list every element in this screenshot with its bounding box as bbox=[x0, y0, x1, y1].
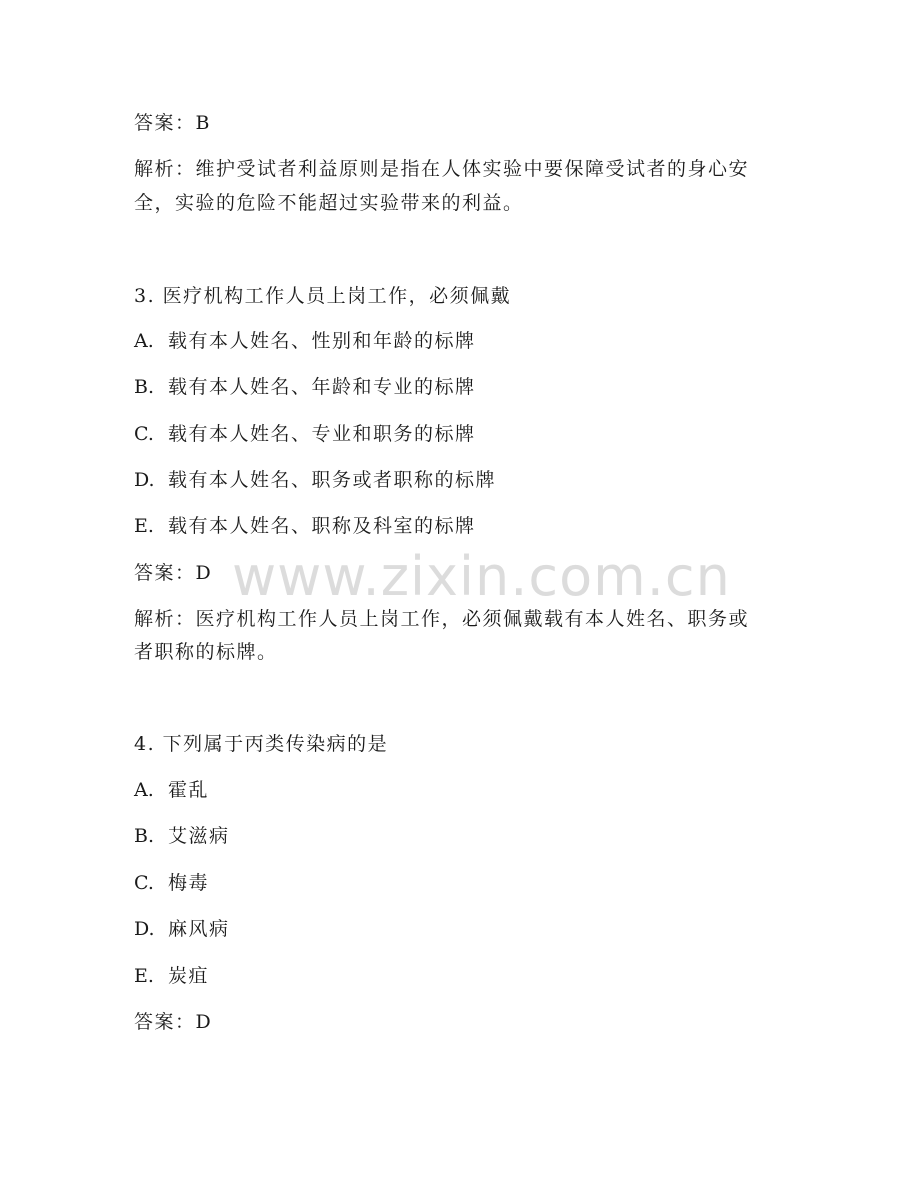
q3-analysis-line2: 者职称的标牌。 bbox=[134, 641, 278, 663]
q3-option-e bbox=[134, 514, 476, 538]
option-label: D. bbox=[134, 469, 155, 491]
q4-question: 4. 下列属于丙类传染病的是 bbox=[134, 733, 389, 755]
q4-option-b bbox=[134, 824, 230, 848]
q4-option-e bbox=[134, 964, 209, 988]
option-text: 载有本人姓名、职称及科室的标牌 bbox=[168, 515, 476, 537]
option-text: 载有本人姓名、年龄和专业的标牌 bbox=[168, 376, 476, 398]
q3-analysis-line1: 解析：医疗机构工作人员上岗工作，必须佩戴载有本人姓名、职务或 bbox=[134, 608, 750, 630]
q3-option-b bbox=[134, 375, 476, 399]
q2-analysis-line2: 全，实验的危险不能超过实验带来的利益。 bbox=[134, 192, 524, 214]
option-label: C. bbox=[134, 872, 154, 894]
q4-answer: 答案：D bbox=[134, 1011, 213, 1033]
watermark: www.zixin.com.cn bbox=[232, 545, 731, 608]
option-text: 炭疽 bbox=[168, 965, 210, 987]
option-label: E. bbox=[134, 515, 154, 537]
option-label: E. bbox=[134, 965, 154, 987]
option-label: B. bbox=[134, 376, 155, 398]
option-text: 梅毒 bbox=[168, 872, 210, 894]
option-label: C. bbox=[134, 423, 154, 445]
option-text: 艾滋病 bbox=[168, 825, 230, 847]
q3-answer: 答案：D bbox=[134, 562, 213, 584]
q3-question: 3. 医疗机构工作人员上岗工作，必须佩戴 bbox=[134, 285, 512, 307]
q3-option-a bbox=[134, 329, 476, 353]
q4-option-c bbox=[134, 871, 209, 895]
q2-analysis-line1: 解析：维护受试者利益原则是指在人体实验中要保障受试者的身心安 bbox=[134, 158, 750, 180]
q3-option-d bbox=[134, 468, 496, 492]
option-text: 载有本人姓名、职务或者职称的标牌 bbox=[168, 469, 497, 491]
option-text: 霍乱 bbox=[168, 779, 210, 801]
option-text: 麻风病 bbox=[168, 918, 230, 940]
q4-option-a bbox=[134, 778, 209, 802]
option-label: D. bbox=[134, 918, 155, 940]
option-label: A. bbox=[134, 330, 154, 352]
q4-option-d bbox=[134, 917, 230, 941]
q2-answer: 答案：B bbox=[134, 112, 211, 134]
option-text: 载有本人姓名、专业和职务的标牌 bbox=[168, 423, 476, 445]
option-label: A. bbox=[134, 779, 154, 801]
option-text: 载有本人姓名、性别和年龄的标牌 bbox=[168, 330, 476, 352]
option-label: B. bbox=[134, 825, 155, 847]
q3-option-c bbox=[134, 422, 476, 446]
